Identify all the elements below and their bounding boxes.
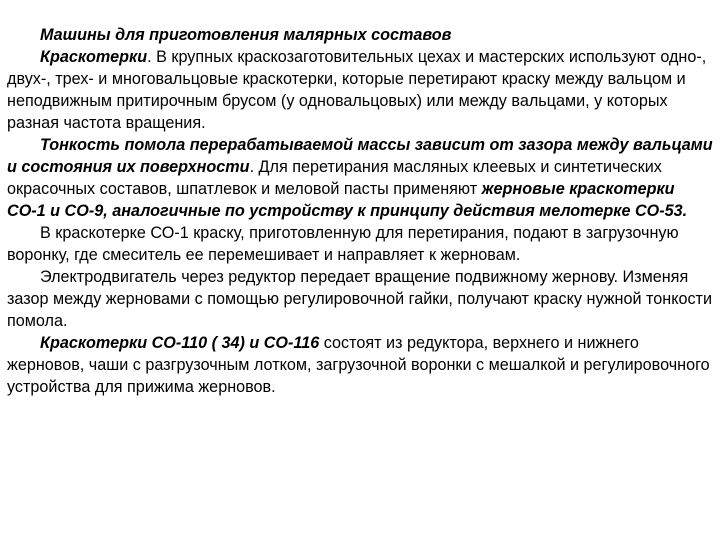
term-zhernovye-kraskoterki: жерновые краскотерки СО-1 и СО-9, аналогичные по устройству к принципу действия мелотерке СО-53. bbox=[7, 180, 688, 220]
paragraph-krasko-terki bbox=[7, 46, 714, 134]
paragraph-so-1 bbox=[7, 222, 714, 266]
paragraph-text: В краскотерке СО-1 краску, приготовленную для перетирания, подают в загрузочную воронку, где смеситель ее перемешивает и направляет к жерновам. bbox=[7, 224, 679, 264]
paragraph-text: . В крупных краскозаготовительных цехах и мастерских используют одно-, двух-, трех- и многовальцовые краскотерки, которые перетирают краску между вальцом и неподвижным притирочным брусом (у одновальцовых) или между вальцами, у которых разная частота вращения. bbox=[7, 48, 707, 132]
paragraph-text: состоят из редуктора, верхнего и нижнего жерновов, чаши с разгрузочным лотком, загрузочной воронки с мешалкой и регулировочного устройства для прижима жерновов. bbox=[7, 334, 710, 396]
term-tonkost-pomola: Тонкость помола перерабатываемой массы зависит от зазора между вальцами и состояния их поверхности bbox=[7, 136, 713, 176]
paragraph-so-110 bbox=[7, 332, 714, 398]
paragraph-text: . Для перетирания масляных клеевых и синтетических окрасочных составов, шпатлевок и меловой пасты применяют bbox=[7, 158, 662, 198]
paragraph-elektrodvigatel bbox=[7, 266, 714, 332]
term-so-110: Краскотерки СО-110 ( 34) и СО-116 bbox=[40, 334, 320, 352]
title-text: Машины для приготовления малярных составов bbox=[40, 26, 452, 44]
term-kraskoterki: Краскотерки bbox=[40, 48, 148, 66]
paragraph-tonkost-pomola bbox=[7, 134, 714, 222]
paragraph-text: Электродвигатель через редуктор передает вращение подвижному жернову. Изменяя зазор между жерновами с помощью регулировочной гайки, получают краску нужной тонкости помола. bbox=[7, 268, 713, 330]
text-body bbox=[7, 24, 714, 398]
slide-title bbox=[7, 24, 714, 46]
